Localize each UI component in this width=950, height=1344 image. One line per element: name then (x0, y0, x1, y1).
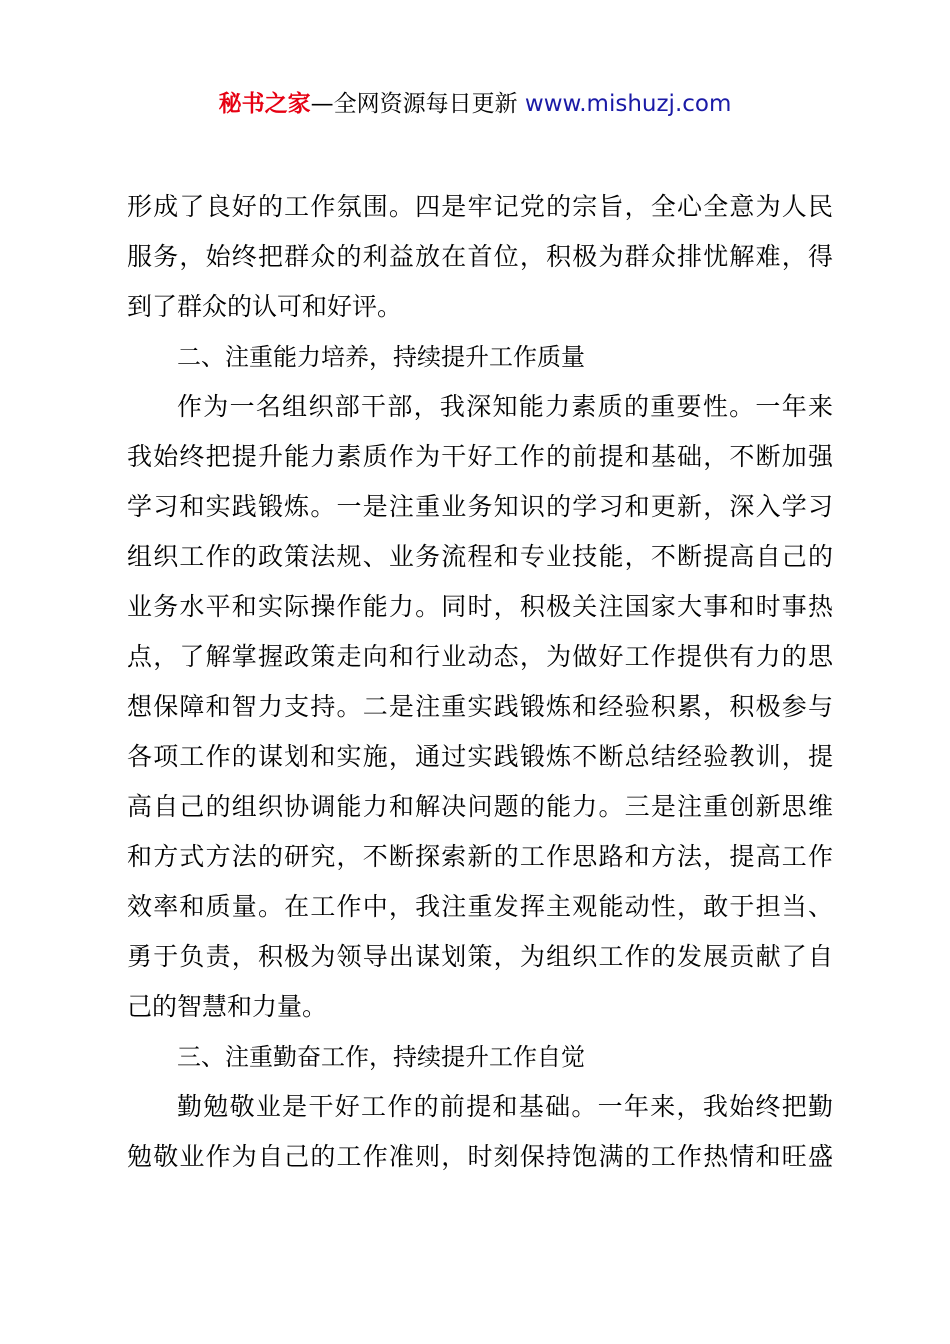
text-line: 学习和实践锻炼。一是注重业务知识的学习和更新，深入学习 (127, 492, 833, 521)
text-line: 勉敬业作为自己的工作准则，时刻保持饱满的工作热情和旺盛 (127, 1142, 833, 1171)
brand-name: 秘书之家 (218, 91, 311, 117)
text-line: 各项工作的谋划和实施，通过实践锻炼不断总结经验教训，提 (127, 742, 833, 771)
text-line: 组织工作的政策法规、业务流程和专业技能，不断提高自己的 (127, 542, 833, 571)
text-line: 业务水平和实际操作能力。同时，积极关注国家大事和时事热 (127, 592, 833, 621)
paragraph-start-line: 作为一名组织部干部，我深知能力素质的重要性。一年来 (177, 392, 833, 421)
text-line: 勇于负责，积极为领导出谋划策，为组织工作的发展贡献了自 (127, 942, 833, 971)
header-slogan: —全网资源每日更新 (310, 91, 518, 117)
text-line: 形成了良好的工作氛围。四是牢记党的宗旨，全心全意为人民 (127, 192, 833, 221)
document-body (127, 182, 833, 1182)
text-line: 和方式方法的研究，不断探索新的工作思路和方法，提高工作 (127, 842, 833, 871)
paragraph-start-line: 勤勉敬业是干好工作的前提和基础。一年来，我始终把勤 (177, 1092, 833, 1121)
site-url-link[interactable]: www.mishuzj.com (524, 91, 732, 117)
text-line: 效率和质量。在工作中，我注重发挥主观能动性，敢于担当、 (127, 892, 833, 921)
text-line: 想保障和智力支持。二是注重实践锻炼和经验积累，积极参与 (127, 692, 833, 721)
page-header (0, 88, 950, 120)
text-line: 服务，始终把群众的利益放在首位，积极为群众排忧解难，得 (127, 242, 833, 271)
section-heading-3: 三、注重勤奋工作，持续提升工作自觉 (177, 1043, 585, 1071)
text-line: 高自己的组织协调能力和解决问题的能力。三是注重创新思维 (127, 792, 833, 821)
section-heading-2: 二、注重能力培养，持续提升工作质量 (177, 343, 585, 371)
text-line: 己的智慧和力量。 (127, 992, 328, 1021)
text-line: 点，了解掌握政策走向和行业动态，为做好工作提供有力的思 (127, 642, 833, 671)
text-line: 我始终把提升能力素质作为干好工作的前提和基础，不断加强 (127, 442, 833, 471)
text-line: 到了群众的认可和好评。 (127, 292, 403, 321)
